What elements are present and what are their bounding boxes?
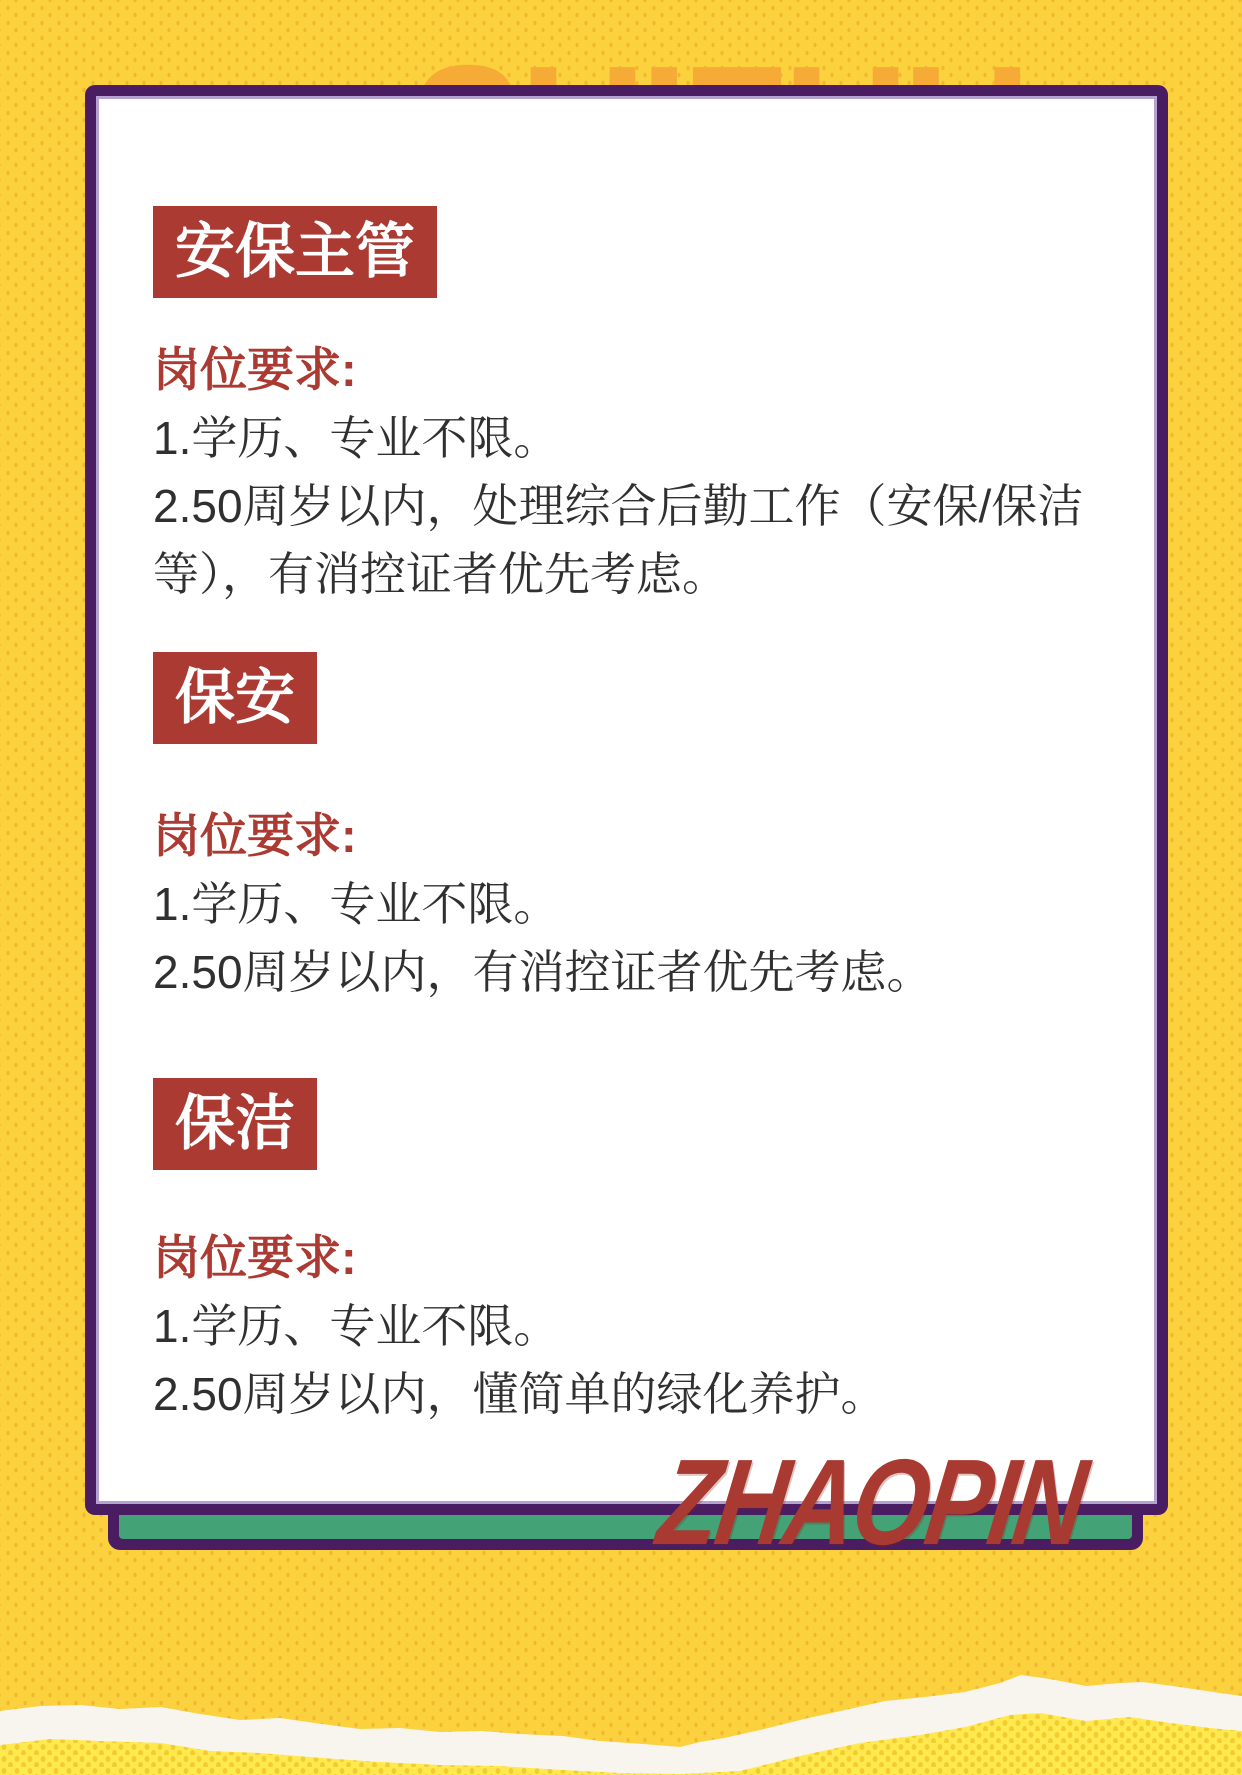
requirements-label: 岗位要求:	[153, 809, 357, 862]
section-cleaner	[153, 1078, 1114, 1428]
requirement-line: 2.50周岁以内，处理综合后勤工作（安保/保洁	[153, 480, 1084, 532]
job-title-badge: 安保主管	[153, 206, 437, 298]
requirements-label: 岗位要求:	[153, 1231, 357, 1284]
requirement-line: 等），有消控证者优先考虑。	[153, 548, 728, 600]
job-title-badge: 保安	[153, 652, 317, 744]
requirement-line: 1.学历、专业不限。	[153, 878, 560, 930]
job-card	[85, 85, 1168, 1515]
section-security-guard	[153, 652, 1114, 1006]
section-security-supervisor	[153, 206, 1114, 608]
job-card-inner	[96, 96, 1157, 1504]
requirements-label: 岗位要求:	[153, 343, 357, 396]
job-title-badge: 保洁	[153, 1078, 317, 1170]
requirement-line: 2.50周岁以内，懂简单的绿化养护。	[153, 1368, 887, 1420]
zhaopin-decor-text: ZHAOPIN	[651, 1434, 1093, 1570]
requirement-line: 1.学历、专业不限。	[153, 412, 560, 464]
torn-paper-edge	[0, 1635, 1242, 1775]
requirement-line: 2.50周岁以内，有消控证者优先考虑。	[153, 946, 933, 998]
requirement-line: 1.学历、专业不限。	[153, 1300, 560, 1352]
